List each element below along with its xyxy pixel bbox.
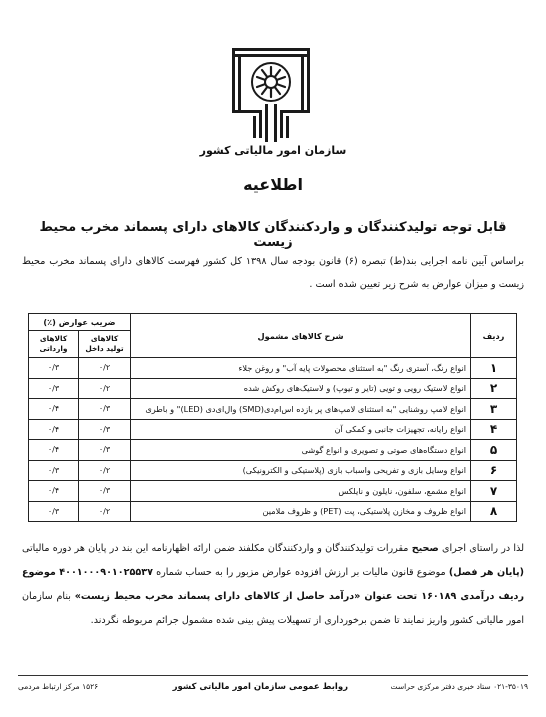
row-import-rate: ۰/۳ [29, 460, 79, 481]
para-text-3: موضوع قانون مالیات بر ارزش افزوده عوارض مزبور را به حساب شماره [152, 567, 449, 578]
row-description: انواع رایانه، تجهیزات جانبی و کمکی آن [131, 419, 471, 440]
footer-public-relations: روابط عمومی سازمان امور مالیاتی کشور [172, 682, 348, 692]
para-text-2: مقررات تولیدکنندگان و واردکنندگان مکلفند ضمن ارائه اظهارنامه این بند در پایان هر دوره مالیاتی [22, 543, 412, 554]
row-number: ۷ [471, 481, 517, 502]
row-domestic-rate: ۰/۲ [79, 501, 131, 522]
row-number: ۳ [471, 399, 517, 420]
footer-phone: ۰۲۱-۳۵۰۱۹ ستاد خبری دفتر مرکزی حراست [390, 682, 528, 691]
para-bold-2: (پایان هر فصل) [448, 567, 524, 578]
goods-table [28, 313, 517, 522]
table-row [29, 460, 517, 481]
row-description: انواع رنگ، آستری رنگ "به استثنای محصولات پایه آب" و روغن جلاء [131, 358, 471, 379]
table-row [29, 419, 517, 440]
row-domestic-rate: ۰/۲ [79, 460, 131, 481]
row-import-rate: ۰/۴ [29, 419, 79, 440]
row-number: ۵ [471, 440, 517, 461]
col-import-header: کالاهای وارداتی [29, 331, 79, 358]
footer [18, 682, 528, 696]
notice-title: اطلاعیه [243, 175, 303, 194]
row-domestic-rate: ۰/۳ [79, 399, 131, 420]
para-bold-3: ۴۰۰۱۰۰۰۹۰۱۰۲۵۵۳۷ موضوع ردیف درآمدی ۱۶۰۱۸۹ تحت عنوان «درآمد حاصل از کالاهای دارای پسماند مخرب محیط زیست» [22, 567, 524, 602]
row-import-rate: ۰/۴ [29, 481, 79, 502]
row-import-rate: ۰/۳ [29, 358, 79, 379]
row-description: انواع وسایل بازی و تفریحی واسباب بازی (پلاستیکی و الکترونیکی) [131, 460, 471, 481]
row-import-rate: ۰/۳ [29, 378, 79, 399]
row-domestic-rate: ۰/۲ [79, 378, 131, 399]
row-number: ۶ [471, 460, 517, 481]
row-description: انواع ظروف و مخازن پلاستیکی، پت (PET) و ظروف ملامین [131, 501, 471, 522]
para-text-4: بنام سازمان امور مالیاتی کشور واریز نمایند تا ضمن برخورداری از تسهیلات پیش بینی شده مشمول جرائم مربوطه نگردند. [22, 591, 524, 626]
col-desc-header: شرح کالاهای مشمول [131, 314, 471, 358]
para-bold-1: صحیح [411, 543, 439, 554]
footer-contact-center: ۱۵۲۶ مرکز ارتباط مردمی [18, 682, 99, 691]
table-row [29, 378, 517, 399]
row-import-rate: ۰/۴ [29, 399, 79, 420]
intro-paragraph: براساس آیین نامه اجرایی بند(ط) تبصره (۶) قانون بودجه سال ۱۳۹۸ کل کشور فهرست کالاهای دارای پسماند مخرب محیط زیست و میزان عوارض به شرح زیر تعیین شده است . [22, 256, 525, 290]
footer-divider [18, 675, 528, 676]
col-row-header: ردیف [471, 314, 517, 358]
row-domestic-rate: ۰/۳ [79, 419, 131, 440]
instructions-paragraph [22, 537, 524, 633]
row-number: ۴ [471, 419, 517, 440]
table-row [29, 501, 517, 522]
row-description: انواع لاستیک رویی و تویی (تایر و تیوپ) و لاستیک‌های روکش شده [131, 378, 471, 399]
row-number: ۱ [471, 358, 517, 379]
row-description: انواع لامپ روشنایی "به استثنای لامپ‌های پر بازده اس‌ام‌دی(SMD) وال‌ای‌دی (LED)" و باطری [131, 399, 471, 420]
table-row [29, 399, 517, 420]
row-number: ۸ [471, 501, 517, 522]
para-text-1: لذا در راستای اجرای [438, 543, 524, 554]
table-row [29, 358, 517, 379]
notice-subject: قابل توجه تولیدکنندگان و واردکنندگان کالاهای دارای پسماند مخرب محیط زیست [39, 220, 507, 250]
row-domestic-rate: ۰/۲ [79, 358, 131, 379]
row-description: انواع مشمع، سلفون، نایلون و نایلکس [131, 481, 471, 502]
row-import-rate: ۰/۳ [29, 501, 79, 522]
row-domestic-rate: ۰/۳ [79, 481, 131, 502]
row-domestic-rate: ۰/۳ [79, 440, 131, 461]
row-description: انواع دستگاه‌های صوتی و تصویری و انواع گوشی [131, 440, 471, 461]
col-domestic-header: کالاهای تولید داخل [79, 331, 131, 358]
table-row [29, 481, 517, 502]
tax-organization-logo [229, 46, 313, 146]
col-rate-group-header: ضریب عوارض (٪) [29, 314, 131, 331]
table-row [29, 440, 517, 461]
row-number: ۲ [471, 378, 517, 399]
organization-name: سازمان امور مالیاتی کشور [199, 144, 347, 157]
row-import-rate: ۰/۴ [29, 440, 79, 461]
